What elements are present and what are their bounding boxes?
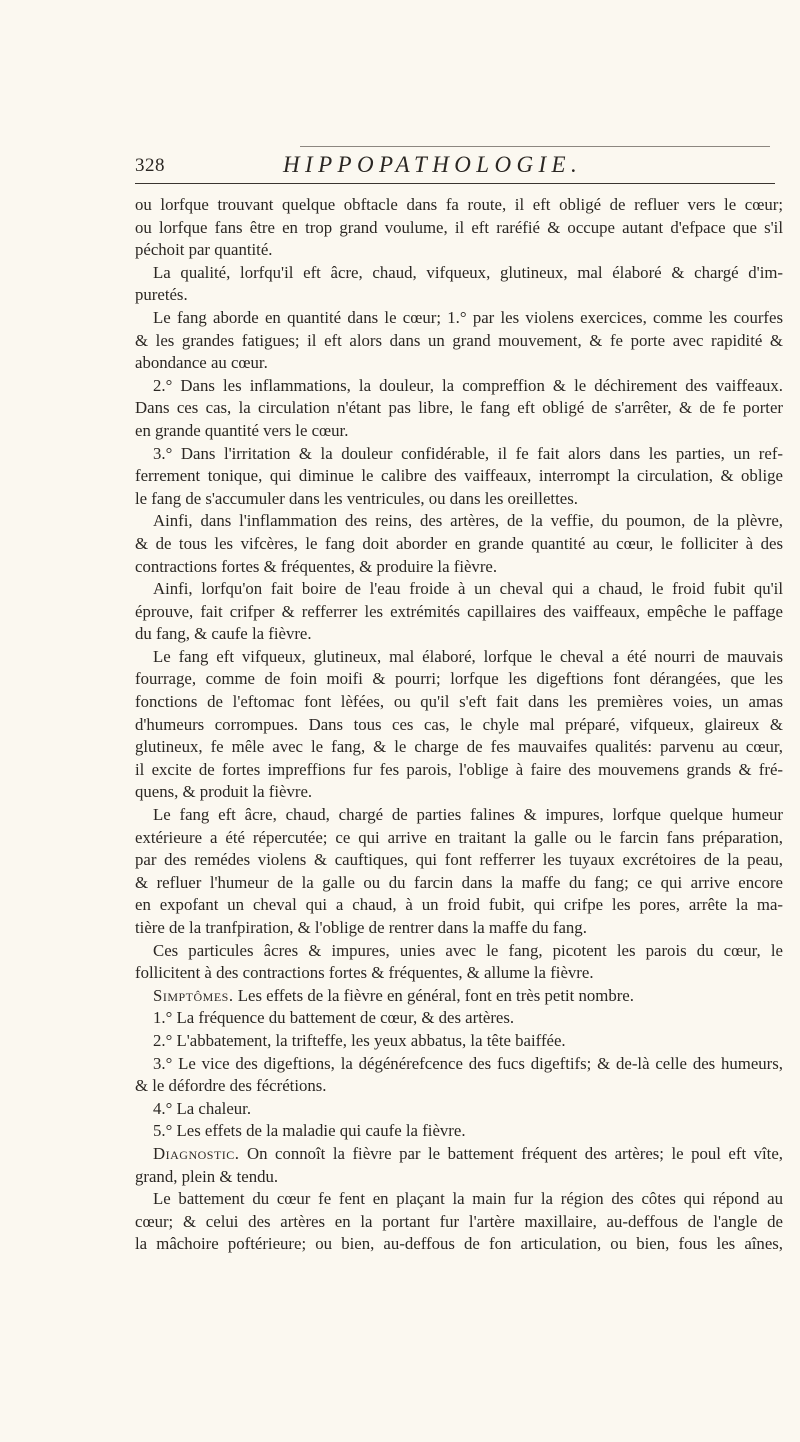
text-line: 2.° Dans les inflammations, la douleur, la compreffion & le déchirement des vaiffeaux. xyxy=(153,375,783,395)
text-line: grand, plein & tendu. xyxy=(135,1166,279,1186)
text-line: d'humeurs corrompues. Dans tous ces cas, le chyle mal préparé, vifqueux, glaireux & xyxy=(135,714,783,734)
text-line: 4.° La chaleur. xyxy=(153,1098,252,1118)
text-line: fourrage, comme de foin moifi & pourri; lorfque les digeftions font dérangées, que les xyxy=(135,669,783,689)
text-line: éprouve, fait crifper & refferrer les extrémités capillaires des vaiffeaux, empêche le paffage xyxy=(135,601,783,621)
text-line: ou lorfque fans être en trop grand voulume, il eft raréfié & occupe autant d'efpace que s'il xyxy=(135,217,783,237)
text-line: abondance au cœur. xyxy=(135,353,268,373)
text-line: par des remédes violens & cauftiques, qui font refferrer les tuyaux excrétoires de la peau, xyxy=(135,850,783,870)
text-line: Le fang eft âcre, chaud, chargé de parties falines & impures, lorfque quelque humeur xyxy=(153,805,783,825)
text-line: La qualité, lorfqu'il eft âcre, chaud, vifqueux, glutineux, mal élaboré & chargé d'im- xyxy=(153,262,783,282)
text-line: Le battement du cœur fe fent en plaçant la main fur la région des côtes qui répond au xyxy=(153,1189,783,1209)
text-line: en expofant un cheval qui a chaud, à un froid fubit, qui crifpe les pores, arrête la ma- xyxy=(135,895,783,915)
header-rule xyxy=(135,183,775,184)
top-edge-rule xyxy=(300,146,770,147)
running-title: HIPPOPATHOLOGIE. xyxy=(283,152,583,177)
text-line: quens, & produit la fièvre. xyxy=(135,782,313,802)
text-line: 3.° Le vice des digeftions, la dégénérefcence des fucs digeftifs; & de-là celle des humeurs, xyxy=(153,1053,783,1073)
text-line: 2.° L'abbatement, la trifteffe, les yeux abbatus, la tête baiffée. xyxy=(153,1030,566,1050)
text-line: du fang, & caufe la fièvre. xyxy=(135,624,312,644)
text-line: tière de la tranfpiration, & l'oblige de rentrer dans la maffe du fang. xyxy=(135,918,587,937)
body-text xyxy=(135,194,783,1256)
text-line: glutineux, fe mêle avec le fang, & le charge de fes mauvaifes qualités: parvenu au cœur, xyxy=(135,737,783,757)
text-line: puretés. xyxy=(135,285,188,305)
text-line: & refluer l'humeur de la galle ou du farcin dans la maffe du fang; ce qui arrive encore xyxy=(135,872,783,892)
text-line: cœur; & celui des artères en la portant fur l'artère maxillaire, au-deffous de l'angle de xyxy=(135,1211,783,1231)
text-line: ou lorfque trouvant quelque obftacle dans fa route, il eft obligé de refluer vers le cœur; xyxy=(135,195,783,214)
text-line: Le fang eft vifqueux, glutineux, mal élaboré, lorfque le cheval a été nourri de mauvais xyxy=(153,646,783,666)
text-line: 5.° Les effets de la maladie qui caufe la fièvre. xyxy=(153,1121,466,1141)
page-number: 328 xyxy=(135,155,165,176)
text-line: Ainfi, dans l'inflammation des reins, des artères, de la veffie, du poumon, de la plèvre, xyxy=(153,511,783,531)
text-line: & les grandes fatigues; il eft alors dans un grand mouvement, & fe porte avec rapidité & xyxy=(135,330,783,350)
text-line: extérieure a été répercutée; ce qui arrive en traitant la galle ou le farcin fans préparation, xyxy=(135,827,783,847)
text-line: Simptômes. Les effets de la fièvre en général, font en très petit nombre. xyxy=(153,985,634,1005)
text-line: Ainfi, lorfqu'on fait boire de l'eau froide à un cheval qui a chaud, le froid fubit qu'il xyxy=(153,579,783,599)
text-line: & de tous les vifcères, le fang doit aborder en grande quantité au cœur, le folliciter à des xyxy=(135,533,783,553)
text-line: Diagnostic. On connoît la fièvre par le battement fréquent des artères; le poul eft vîte, xyxy=(153,1143,783,1163)
text-line: le fang de s'accumuler dans les ventricules, ou dans les oreillettes. xyxy=(135,488,578,508)
text-line: ferrement tonique, qui diminue le calibre des vaiffeaux, interrompt la circulation, & oblige xyxy=(135,466,783,486)
text-line: follicitent à des contractions fortes & fréquentes, & allume la fièvre. xyxy=(135,963,594,983)
text-line: & le défordre des fécrétions. xyxy=(135,1076,327,1096)
text-line: fonctions de l'eftomac font lèfées, ou qu'il s'eft fait dans les premières voies, un amas xyxy=(135,692,783,712)
text-line: il excite de fortes impreffions fur fes parois, l'oblige à faire des mouvemens grands & fré- xyxy=(135,759,783,779)
text-line: 1.° La fréquence du battement de cœur, & des artères. xyxy=(153,1008,515,1028)
text-line: 3.° Dans l'irritation & la douleur confidérable, il fe fait alors dans les parties, un ref- xyxy=(153,443,783,463)
text-line: péchoit par quantité. xyxy=(135,240,273,260)
text-line: Ces particules âcres & impures, unies avec le fang, picotent les parois du cœur, le xyxy=(153,940,783,960)
text-line: Dans ces cas, la circulation n'étant pas libre, le fang eft obligé de s'arrêter, & de fe porter xyxy=(135,398,783,418)
text-line: la mâchoire poftérieure; ou bien, au-deffous de fon articulation, ou bien, fous les aînes, xyxy=(135,1234,783,1254)
text-line: contractions fortes & fréquentes, & produire la fièvre. xyxy=(135,556,498,576)
text-line: Le fang aborde en quantité dans le cœur; 1.° par les violens exercices, comme les courfes xyxy=(153,307,783,327)
text-line: en grande quantité vers le cœur. xyxy=(135,420,349,440)
page-header xyxy=(135,150,775,186)
